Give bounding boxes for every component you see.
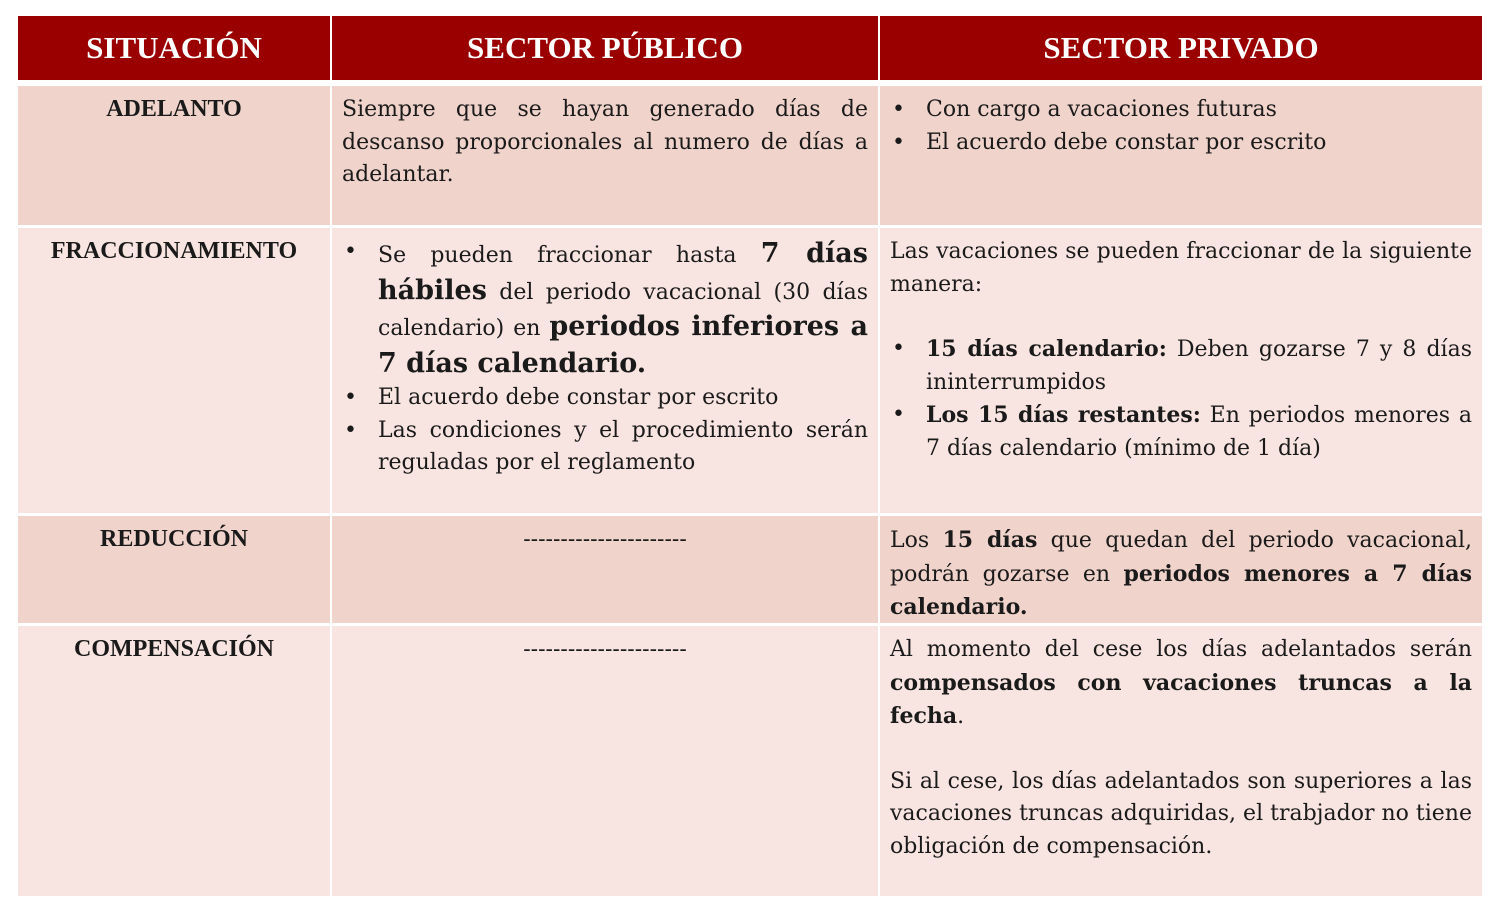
bold-segment: compensados con vacaciones truncas a la fecha (890, 669, 1472, 729)
fraccionamiento-privado-cell (880, 228, 1482, 513)
fraccionamiento-publico-list (342, 236, 868, 480)
header-situacion: SITUACIÓN (18, 16, 332, 80)
row-label-fraccionamiento: FRACCIONAMIENTO (18, 228, 332, 513)
bold-segment: 15 días (942, 527, 1038, 553)
text-segment: Al momento del cese los días adelantados serán (890, 637, 1472, 662)
list-item (342, 236, 868, 382)
table-row-compensacion (18, 626, 1482, 896)
table-row-reduccion (18, 516, 1482, 626)
compensacion-publico-text: ---------------------- (332, 626, 880, 896)
text-segment: que quedan del periodo vacacional, podrán gozarse en (890, 528, 1472, 587)
header-sector-privado: SECTOR PRIVADO (1043, 30, 1319, 65)
row-label-reduccion: REDUCCIÓN (18, 516, 332, 623)
compensacion-privado-cell (880, 626, 1482, 896)
fraccionamiento-privado-intro: Las vacaciones se pueden fraccionar de la siguiente manera: (890, 239, 1472, 297)
bold-segment: periodos menores a 7 días calendario. (890, 560, 1472, 620)
reduccion-publico-text: ---------------------- (332, 516, 880, 623)
table-row-adelanto (18, 86, 1482, 228)
table-header-row (18, 16, 1482, 86)
adelanto-privado-list (890, 94, 1472, 159)
text-segment: En periodos menores a 7 días calendario (mínimo de 1 día) (926, 403, 1472, 461)
bold-segment: Los 15 días restantes: (926, 402, 1201, 428)
fraccionamiento-publico-cell (332, 228, 880, 513)
row-label-adelanto: ADELANTO (18, 86, 332, 225)
adelanto-publico-text: Siempre que se hayan generado días de descanso proporcionales al numero de días a adelantar. (332, 86, 880, 225)
header-sector-publico: SECTOR PÚBLICO (332, 16, 880, 80)
reduccion-privado-text (880, 516, 1482, 623)
text-segment: Deben gozarse 7 y 8 días ininterrumpidos (926, 337, 1472, 395)
vacation-comparison-table (18, 16, 1482, 896)
compensacion-privado-p1 (890, 634, 1472, 734)
list-item: • El acuerdo debe constar por escrito (890, 127, 1472, 160)
list-item: • Las condiciones y el procedimiento serán reguladas por el reglamento (342, 415, 868, 480)
text-segment: Se pueden fraccionar hasta (378, 243, 761, 268)
compensacion-privado-p2: Si al cese, los días adelantados son superiores a las vacaciones truncas adquiridas, el trabjador no tiene obligación de compensación. (890, 768, 1472, 859)
text-segment: . (957, 704, 965, 729)
list-item: • El acuerdo debe constar por escrito (342, 382, 868, 415)
bold-segment: periodos inferiores a 7 días calendario. (378, 311, 868, 379)
bold-segment: 7 días hábiles (378, 238, 868, 306)
list-item: • Con cargo a vacaciones futuras (890, 94, 1472, 127)
adelanto-privado-cell (880, 86, 1482, 225)
text-segment: Los (890, 528, 943, 553)
row-label-compensacion: COMPENSACIÓN (18, 626, 332, 896)
text-segment: del periodo vacacional (30 días calendario) en (378, 279, 868, 341)
list-item (890, 333, 1472, 399)
bold-segment: 15 días calendario: (926, 336, 1167, 362)
table-row-fraccionamiento (18, 228, 1482, 516)
fraccionamiento-privado-list (890, 333, 1472, 465)
list-item (890, 399, 1472, 465)
